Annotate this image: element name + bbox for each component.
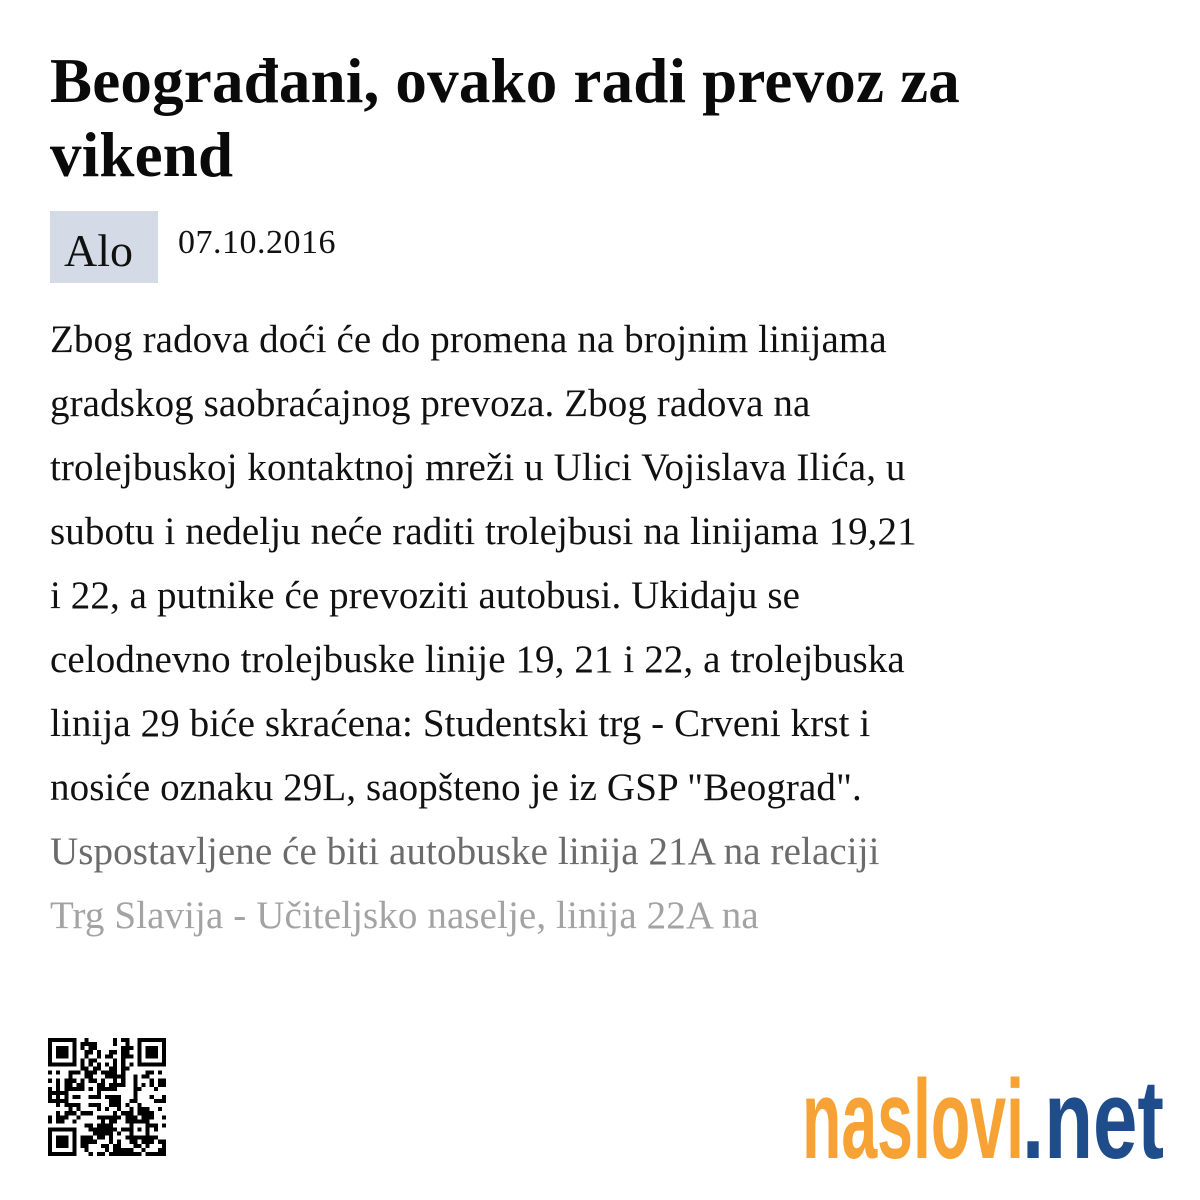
body-line-faded: Trg Slavija - Učiteljsko naselje, linija 22A na (50, 894, 759, 937)
logo-text-suffix: .net (1022, 1057, 1164, 1166)
article-meta (50, 211, 336, 283)
body-line: subotu i nedelju neće raditi trolejbusi na linijama 19,21 (50, 510, 917, 553)
publication-date: 07.10.2016 (178, 224, 336, 261)
body-line: linija 29 biće skraćena: Studentski trg - Crveni krst i (50, 702, 871, 745)
body-line: nosiće oznaku 29L, saopšteno je iz GSP "Beograd". (50, 766, 862, 809)
body-line: celodnevno trolejbuske linije 19, 21 i 22, a trolejbuska (50, 638, 905, 681)
naslovi-logo[interactable] (800, 1056, 1170, 1166)
source-badge[interactable]: Alo (50, 211, 158, 283)
body-line: gradskog saobraćajnog prevoza. Zbog radova na (50, 382, 811, 425)
article-title: Beograđani, ovako radi prevoz za vikend (50, 46, 960, 190)
logo-text-main: naslovi (802, 1057, 1024, 1166)
body-line: Zbog radova doći će do promena na brojnim linijama (50, 318, 887, 361)
body-line-faded: Uspostavljene će biti autobuske linija 21A na relaciji (50, 830, 880, 873)
qr-code-icon[interactable] (48, 1038, 166, 1156)
article-body (50, 308, 1155, 948)
body-line: trolejbuskoj kontaktnoj mreži u Ulici Vojislava Ilića, u (50, 446, 906, 489)
body-line: i 22, a putnike će prevoziti autobusi. Ukidaju se (50, 574, 801, 617)
